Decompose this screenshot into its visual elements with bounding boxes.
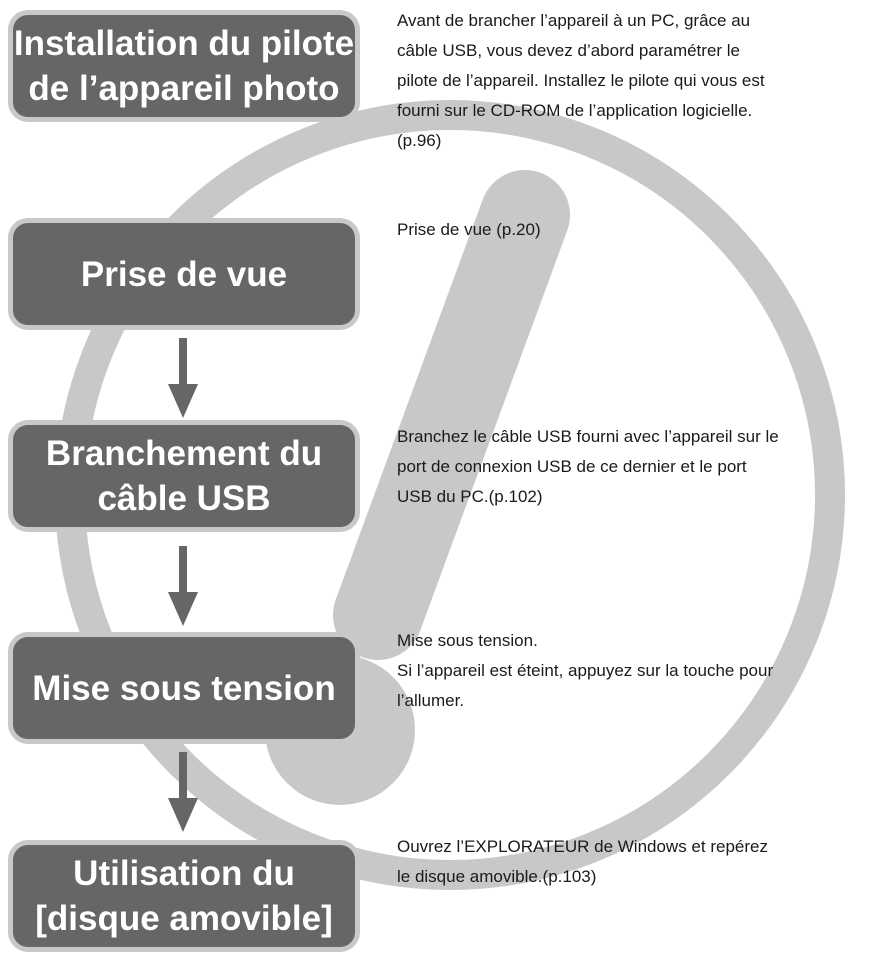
step-description-usb-connection [397,422,859,512]
step-title-line: Installation du pilote [13,24,355,63]
description-line: Ouvrez l’EXPLORATEUR de Windows et repérez [397,837,768,856]
step-title-line: Branchement du [45,434,323,473]
step-box-usb-connection [8,420,360,532]
description-line: le disque amovible.(p.103) [397,867,597,886]
step-title-line: de l’appareil photo [28,69,340,108]
step-box-driver-install [8,10,360,122]
description-line: pilote de l’appareil. Installez le pilote qui vous est [397,71,765,90]
step-title-line: [disque amovible] [35,899,333,938]
description-line: Avant de brancher l’appareil à un PC, grâce au [397,11,751,30]
description-line: l’allumer. [397,691,465,710]
step-title-line: Mise sous tension [32,668,336,708]
description-line: Branchez le câble USB fourni avec l’appareil sur le [397,427,779,446]
description-line: Mise sous tension. [397,631,538,650]
step-title-line: Prise de vue [80,254,288,294]
down-arrow-icon [168,338,198,420]
description-line: câble USB, vous devez d’abord paramétrer le [397,41,741,60]
description-line: fourni sur le CD-ROM de l’application logicielle. [397,101,753,120]
step-description-power-on [397,626,859,716]
step-description-shooting [397,215,859,245]
down-arrow-icon [168,752,198,834]
step-description-driver-install [397,6,859,156]
description-line: Si l’appareil est éteint, appuyez sur la touche pour [397,661,774,680]
description-line: Prise de vue (p.20) [397,220,541,239]
exclamation-bar [378,215,525,615]
step-title-line: Utilisation du [73,854,295,893]
step-title-line: câble USB [97,479,271,518]
step-box-shooting [8,218,360,330]
down-arrow-icon [168,546,198,628]
step-box-removable-disk [8,840,360,952]
description-line: port de connexion USB de ce dernier et le port [397,457,747,476]
description-line: (p.96) [397,131,442,150]
step-description-removable-disk [397,832,859,892]
description-line: USB du PC.(p.102) [397,487,543,506]
step-box-power-on [8,632,360,744]
